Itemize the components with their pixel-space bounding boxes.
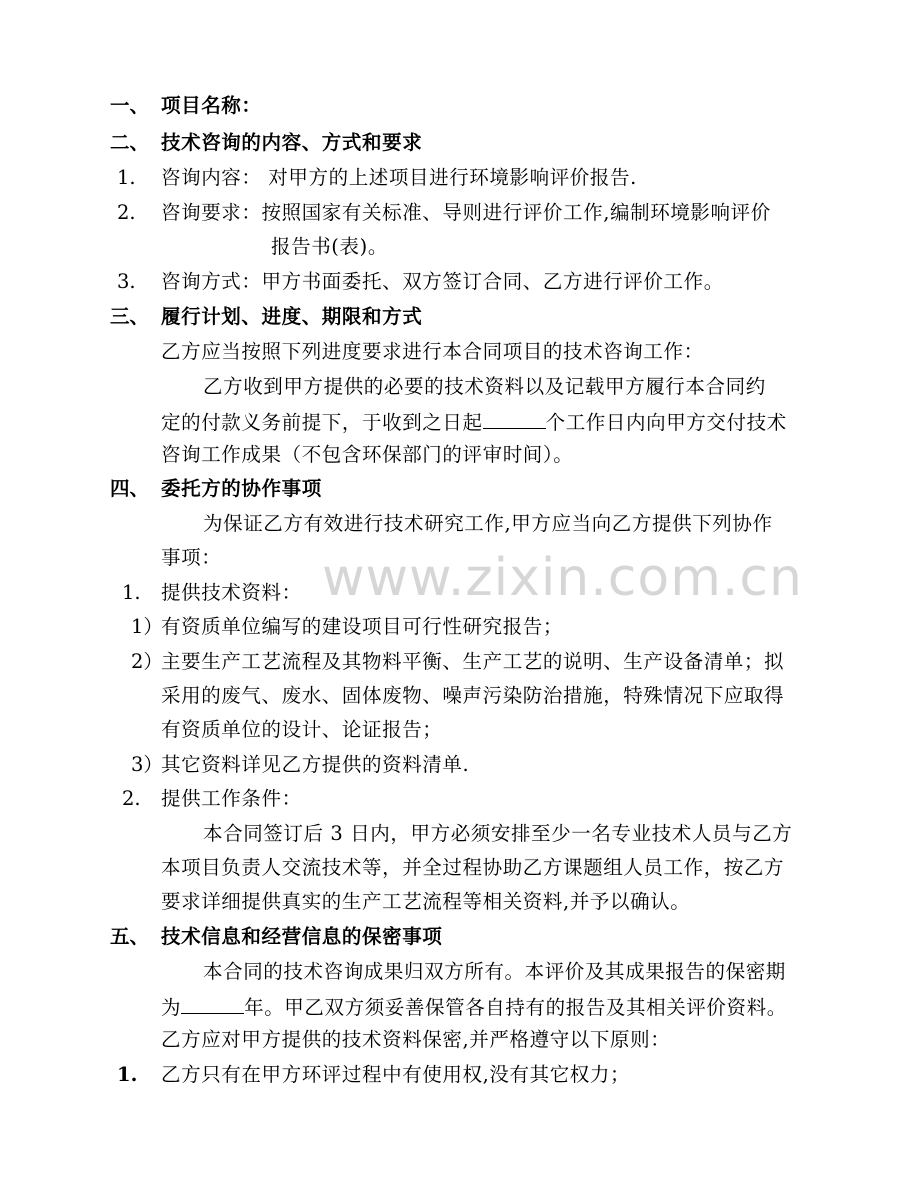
subitem-text: 有资质单位编写的建设项目可行性研究报告； (161, 615, 564, 638)
section-title: 技术咨询的内容、方式和要求 (161, 131, 423, 154)
item-number: 2. (122, 787, 141, 810)
watermark: www.zixin.com.cn (322, 548, 803, 608)
paragraph-line: 本合同签订后 3 日内，甲方必须安排至少一名专业技术人员与乙方 (203, 822, 793, 845)
section-number: 三、 (110, 305, 150, 328)
paragraph-text: 个工作日内向甲方交付技术 (545, 411, 787, 434)
subitem-text: 主要生产工艺流程及其物料平衡、生产工艺的说明、生产设备清单；拟 (161, 650, 785, 673)
section-number: 五、 (110, 925, 150, 948)
subitem-text-continued: 有资质单位的设计、论证报告； (161, 718, 443, 741)
paragraph-line (161, 408, 787, 436)
paragraph-text: 年。甲乙双方须妥善保管各自持有的报告及其相关评价资料。 (244, 996, 787, 1019)
item-number: 1. (122, 581, 141, 604)
item-text: 乙方只有在甲方环评过程中有使用权,没有其它权力； (161, 1063, 631, 1086)
fill-in-blank (181, 993, 244, 1014)
paragraph-line: 咨询工作成果（不包含环保部门的评审时间）。 (161, 443, 574, 466)
subitem-number: 2） (131, 650, 163, 673)
section-title: 技术信息和经营信息的保密事项 (161, 925, 443, 948)
section-title: 委托方的协作事项 (161, 477, 322, 500)
paragraph-line: 为保证乙方有效进行技术研究工作,甲方应当向乙方提供下列协作 (203, 512, 773, 535)
paragraph-line: 本合同的技术咨询成果归双方所有。本评价及其成果报告的保密期 (203, 960, 786, 983)
paragraph-text: 为 (161, 996, 182, 1019)
subitem-text: 其它资料详见乙方提供的资料清单. (161, 753, 470, 776)
paragraph-line: 事项： (161, 546, 222, 569)
item-text-continued: 报告书(表)。 (271, 235, 388, 258)
paragraph-text: 定的付款义务前提下，于收到之日起 (161, 411, 483, 434)
subitem-number: 1） (131, 615, 163, 638)
item-number: 1. (117, 1063, 138, 1086)
item-number: 2. (117, 201, 136, 224)
item-number: 1. (117, 166, 136, 189)
fill-in-blank (483, 408, 546, 429)
section-number: 一、 (110, 94, 150, 117)
item-text: 咨询内容： 对甲方的上述项目进行环境影响评价报告. (161, 166, 637, 189)
paragraph-line: 乙方应对甲方提供的技术资料保密,并严格遵守以下原则： (161, 1028, 671, 1051)
paragraph-line: 乙方应当按照下列进度要求进行本合同项目的技术咨询工作： (161, 340, 704, 363)
item-text: 提供技术资料： (161, 581, 302, 604)
item-text: 咨询要求：按照国家有关标准、导则进行评价工作,编制环境影响评价 (161, 201, 771, 224)
item-number: 3. (117, 270, 136, 293)
paragraph-line: 乙方收到甲方提供的必要的技术资料以及记载甲方履行本合同约 (203, 375, 766, 398)
paragraph-line: 要求详细提供真实的生产工艺流程等相关资料,并予以确认。 (161, 890, 691, 913)
item-text: 咨询方式：甲方书面委托、双方签订合同、乙方进行评价工作。 (161, 270, 724, 293)
section-number: 二、 (110, 131, 150, 154)
section-number: 四、 (110, 477, 150, 500)
paragraph-line: 本项目负责人交流技术等，并全过程协助乙方课题组人员工作，按乙方 (161, 856, 785, 879)
paragraph-line (161, 993, 787, 1021)
section-title: 履行计划、进度、期限和方式 (161, 305, 423, 328)
subitem-number: 3） (131, 753, 163, 776)
section-title: 项目名称： (161, 94, 262, 117)
subitem-text-continued: 采用的废气、废水、固体废物、噪声污染防治措施，特殊情况下应取得 (161, 684, 785, 707)
item-text: 提供工作条件： (161, 787, 302, 810)
